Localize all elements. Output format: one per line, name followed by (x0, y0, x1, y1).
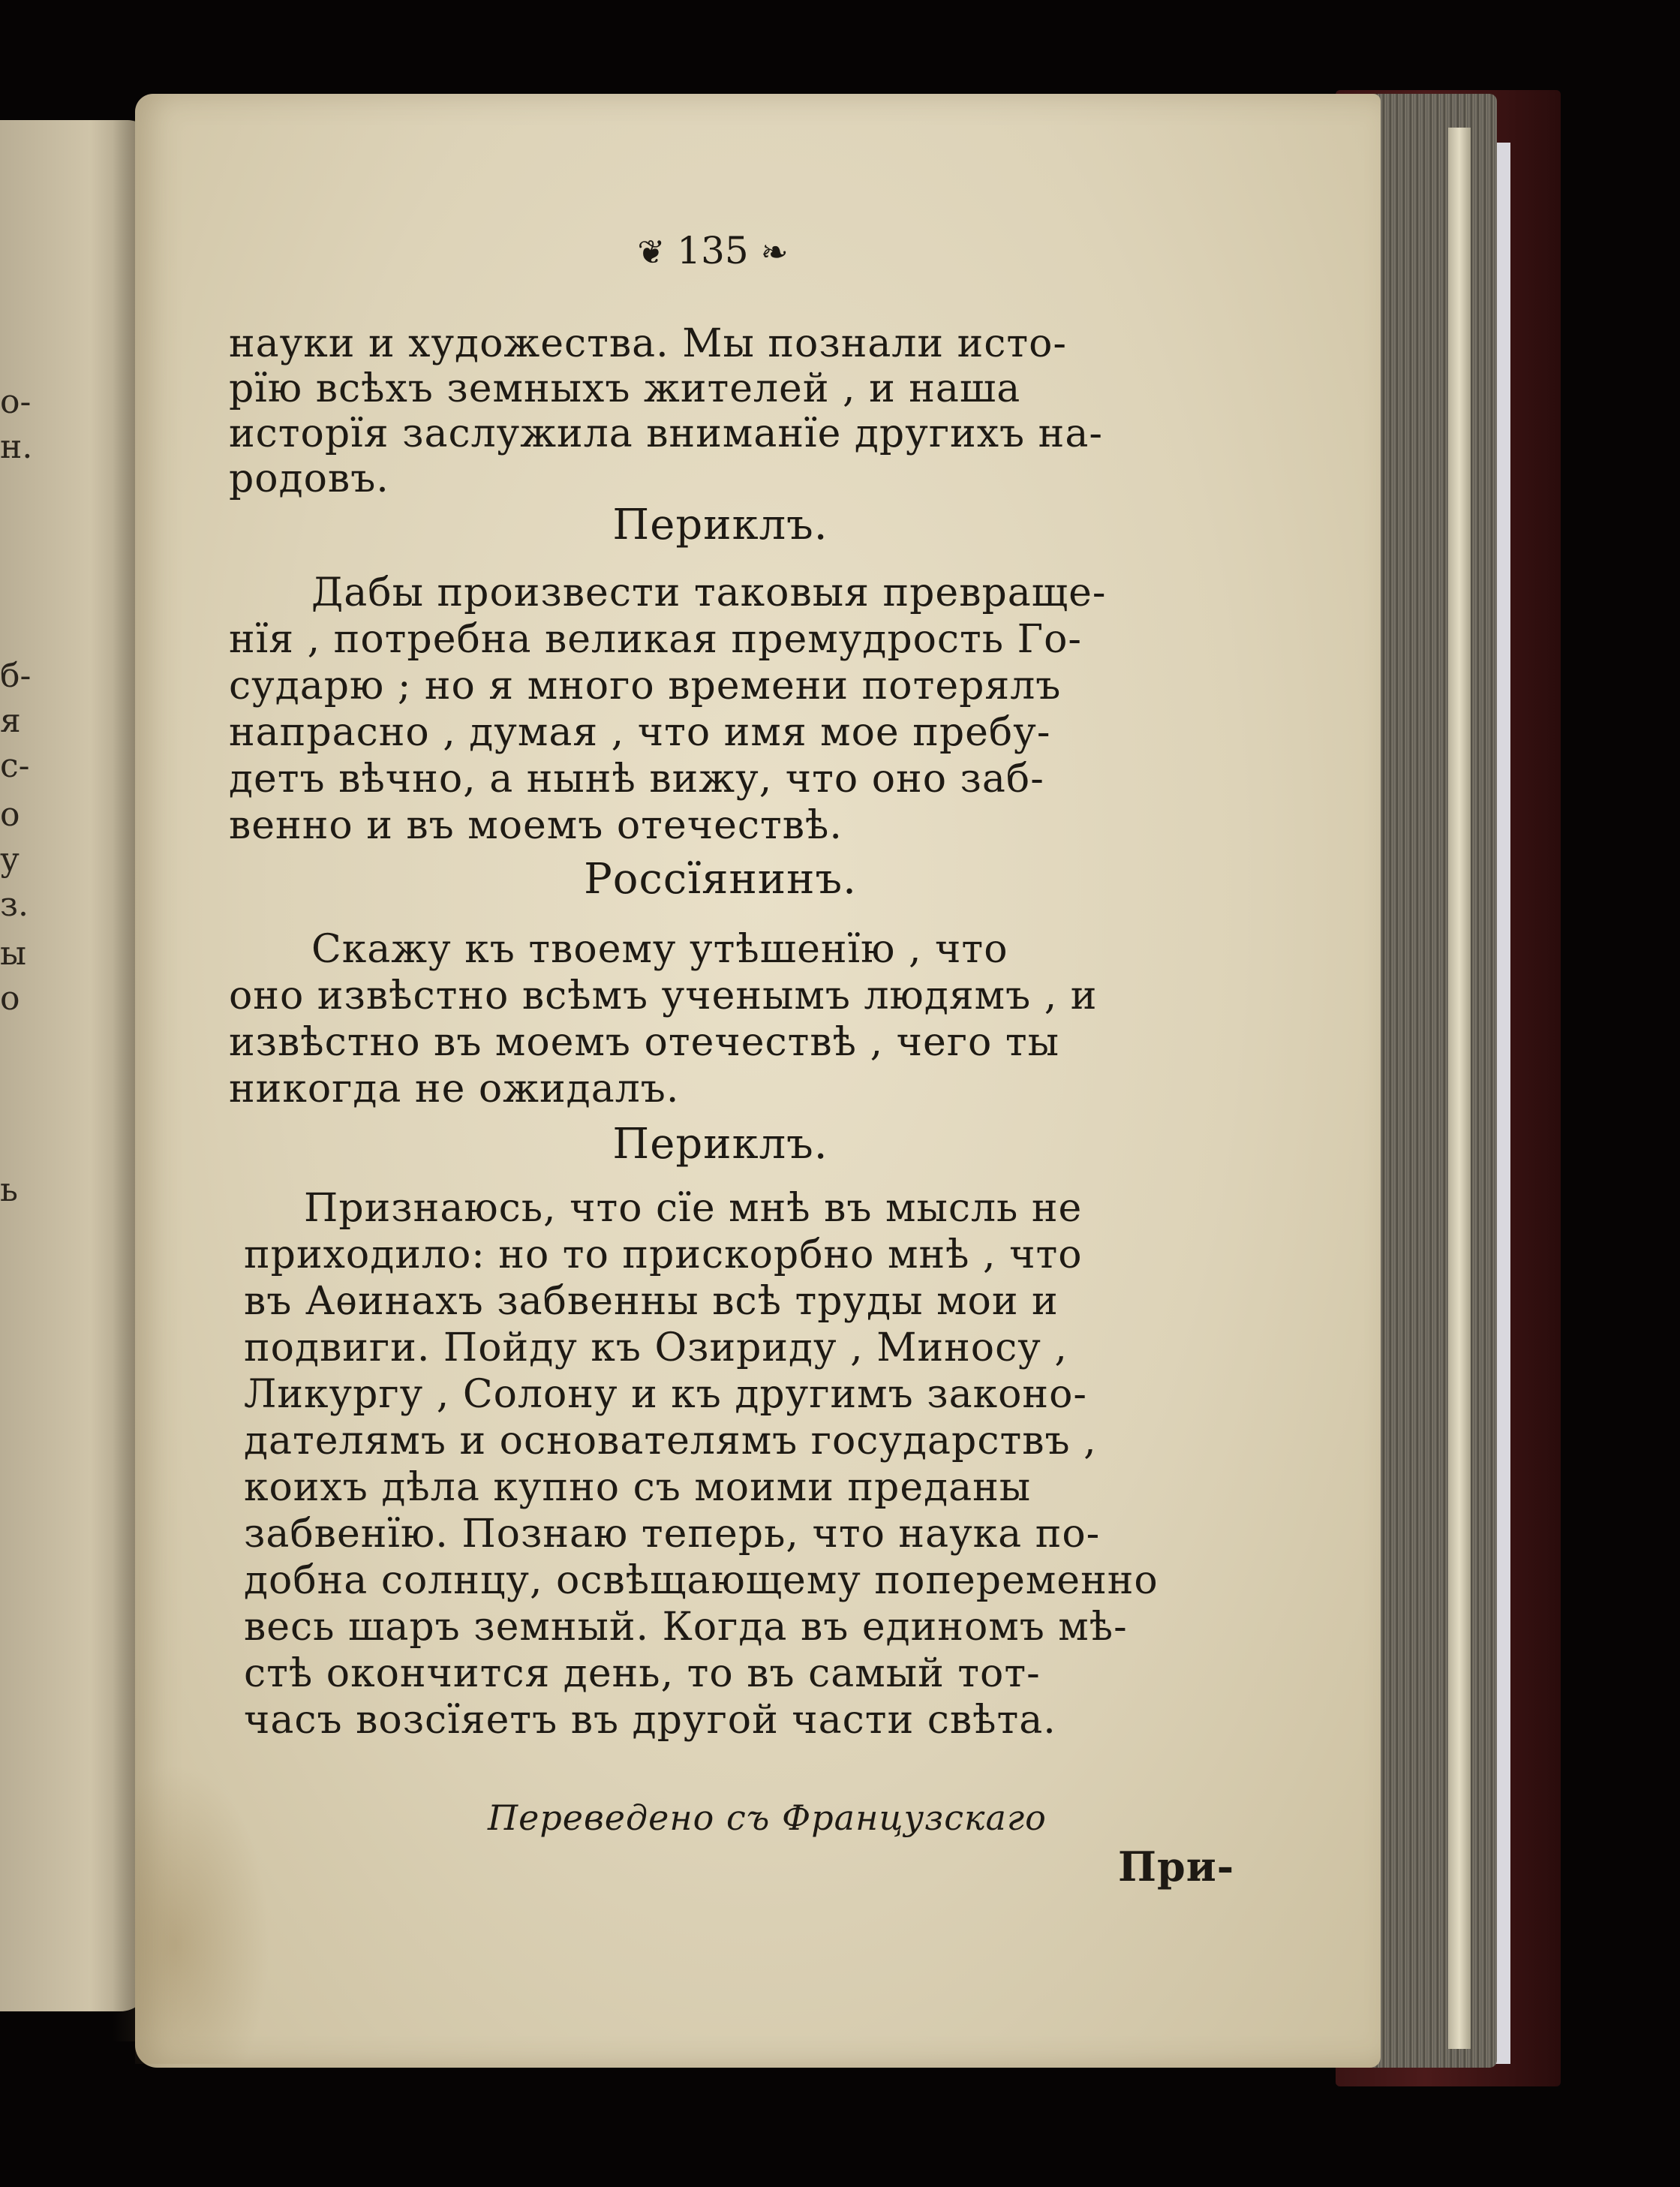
text-line: добна солнцу, освѣщающему попеременно (244, 1558, 1159, 1603)
facing-page-fragment: з. (0, 886, 29, 924)
text-line: часъ возсїяетъ въ другой части свѣта. (244, 1698, 1056, 1743)
facing-page-fragment: о (0, 796, 20, 834)
catchword: При- (1118, 1843, 1235, 1891)
text-line: приходило: но то прискорбно мнѣ , что (244, 1232, 1083, 1277)
facing-page-fragment: ы (0, 934, 27, 973)
facing-page-fragment: у (0, 841, 20, 879)
right-ornament-icon: ❧ (760, 233, 789, 272)
text-line: сударю ; но я много времени потерялъ (229, 663, 1062, 708)
speaker-heading: Периклъ. (612, 1120, 828, 1169)
text-line: рїю всѣхъ земныхъ жителей , и наша (229, 366, 1021, 411)
facing-page-fragment: о- (0, 383, 32, 421)
speaker-heading: Периклъ. (612, 501, 828, 549)
text-line: никогда не ожидалъ. (229, 1066, 680, 1112)
text-line: напрасно , думая , что имя мое пребу- (229, 710, 1051, 755)
text-line: коихъ дѣла купно съ моими преданы (244, 1465, 1032, 1510)
text-line: въ Аѳинахъ забвенны всѣ труды мои и (244, 1279, 1059, 1324)
text-line: стѣ окончится день, то въ самый тот- (244, 1651, 1041, 1696)
text-line: исторїя заслужила вниманїе другихъ на- (229, 411, 1103, 456)
facing-page-fragment: б- (0, 657, 32, 695)
text-line: науки и художества. Мы познали исто- (229, 321, 1068, 366)
text-line: извѣстно въ моемъ отечествѣ , чего ты (229, 1020, 1060, 1065)
text-line: Дабы произвести таковыя превраще- (311, 570, 1107, 615)
text-line: забвенїю. Познаю теперь, что наука по- (244, 1512, 1101, 1557)
text-line: детъ вѣчно, а нынѣ вижу, что оно заб- (229, 757, 1044, 802)
text-line: Ликургу , Солону и къ другимъ законо- (244, 1372, 1087, 1417)
facing-page-fragment: с- (0, 747, 30, 785)
page-number: 135 (677, 229, 749, 272)
page-stain (135, 1764, 270, 2064)
facing-page-fragment: ь (0, 1171, 18, 1209)
facing-page-fragment: о (0, 979, 20, 1018)
running-head (578, 229, 848, 272)
text-line: венно и въ моемъ отечествѣ. (229, 803, 843, 848)
text-line: подвиги. Пойду къ Озириду , Миносу , (244, 1325, 1068, 1370)
text-line: нїя , потребна великая премудрость Го- (229, 617, 1082, 662)
facing-page-fragment: н. (0, 428, 33, 466)
text-line: весь шаръ земный. Когда въ единомъ мѣ- (244, 1605, 1128, 1650)
text-line: дателямъ и основателямъ государствъ , (244, 1418, 1097, 1464)
translator-note: Переведено съ Французскаго (488, 1797, 1047, 1838)
facing-page-fragment: я (0, 702, 21, 740)
speaker-heading: Россїянинъ. (584, 855, 857, 904)
text-line: оно извѣстно всѣмъ ученымъ людямъ , и (229, 973, 1098, 1018)
page-block-edges (1366, 94, 1497, 2068)
page-edge-highlight (1448, 128, 1471, 2049)
text-line: родовъ. (229, 456, 389, 501)
text-line: Признаюсь, что сїе мнѣ въ мысль не (304, 1186, 1083, 1231)
text-line: Скажу къ твоему утѣшенїю , что (311, 927, 1008, 972)
left-ornament-icon: ❦ (637, 233, 666, 272)
